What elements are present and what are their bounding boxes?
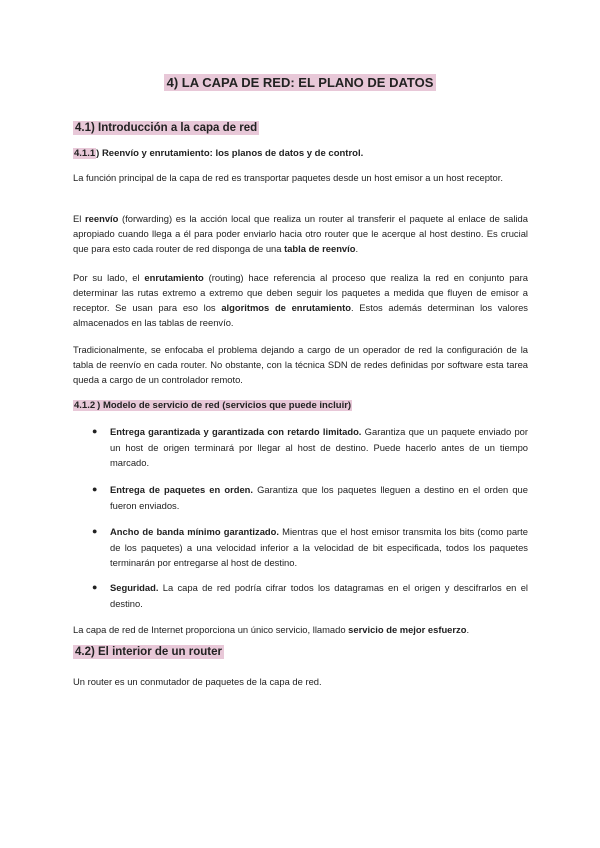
term-mejor-esfuerzo: servicio de mejor esfuerzo	[348, 624, 467, 635]
subsection-heading-4-1-2	[73, 400, 352, 411]
term-reenvio: reenvío	[85, 213, 119, 224]
bullet-icon: ●	[92, 484, 98, 494]
list-item: Entrega garantizada y garantizada con retardo limitado. Garantiza que un paquete enviado por un host de origen terminará por llegar al host de destino. Puede hacerlo antes de un tiempo marcado.	[110, 426, 528, 468]
subsection-heading-4-1-1	[73, 148, 363, 159]
paragraph-tradicional: Tradicionalmente, se enfocaba el problema dejando a cargo de un operador de red la configuración de la tabla de reenvío en cada router. No obstante, con la técnica SDN de redes definidas por software esta tarea queda a cargo de un controlador remoto.	[73, 344, 528, 385]
bullet-icon: ●	[92, 582, 98, 592]
list-item: Ancho de banda mínimo garantizado. Mientras que el host emisor transmita los bits (como parte de los paquetes) a una velocidad inferior a la velocidad de bit especificada, todos los paquetes terminarán por entregarse al host de destino.	[110, 526, 528, 568]
list-item: Seguridad. La capa de red podría cifrar todos los datagramas en el origen y descifrarlos en el destino.	[110, 582, 528, 609]
section-heading-4-1: 4.1) Introducción a la capa de red	[75, 122, 258, 134]
subsection-title: ) Modelo de servicio de red (servicios que puede incluir)	[97, 400, 352, 411]
term-tabla-reenvio: tabla de reenvío	[284, 243, 356, 254]
list-item: Entrega de paquetes en orden. Garantiza que los paquetes lleguen a destino en el orden que fueron enviados.	[110, 484, 528, 511]
subsection-title: ) Reenvío y enrutamiento: los planos de datos y de control.	[96, 148, 364, 159]
term-enrutamiento: enrutamiento	[144, 272, 204, 283]
subsection-number: 4.1.2	[74, 400, 96, 411]
paragraph-enrutamiento: Por su lado, el enrutamiento (routing) hace referencia al proceso que realiza la red en conjunto para determinar las rutas extremo a extremo que deben seguir los paquetes a medida que fluyen de emisor a receptor. Se usan para eso los algoritmos de enrutamiento. Estos además determinan los valores almacenados en las tablas de reenvío.	[73, 272, 528, 328]
subsection-number: 4.1.1	[74, 148, 96, 159]
paragraph-mejor-esfuerzo: La capa de red de Internet proporciona un único servicio, llamado servicio de mejor esfuerzo.	[73, 624, 470, 635]
page-title-text: 4) LA CAPA DE RED: EL PLANO DE DATOS	[164, 74, 437, 91]
paragraph-router: Un router es un conmutador de paquetes de la capa de red.	[73, 676, 322, 687]
bullet-icon: ●	[92, 426, 98, 436]
page-title	[0, 75, 600, 90]
term-algoritmos: algoritmos de enrutamiento	[221, 302, 351, 313]
bullet-icon: ●	[92, 526, 98, 536]
paragraph-intro: La función principal de la capa de red es transportar paquetes desde un host emisor a un host receptor.	[73, 172, 503, 183]
section-heading-4-2: 4.2) El interior de un router	[75, 646, 222, 658]
paragraph-reenvio: El reenvío (forwarding) es la acción local que realiza un router al transferir el paquete al enlace de salida apropiado cuando llega a él para poder enviarlo hacia otro router que le acerque al host destino. Es crucial que para esto cada router de red disponga de una tabla de reenvío.	[73, 213, 528, 254]
